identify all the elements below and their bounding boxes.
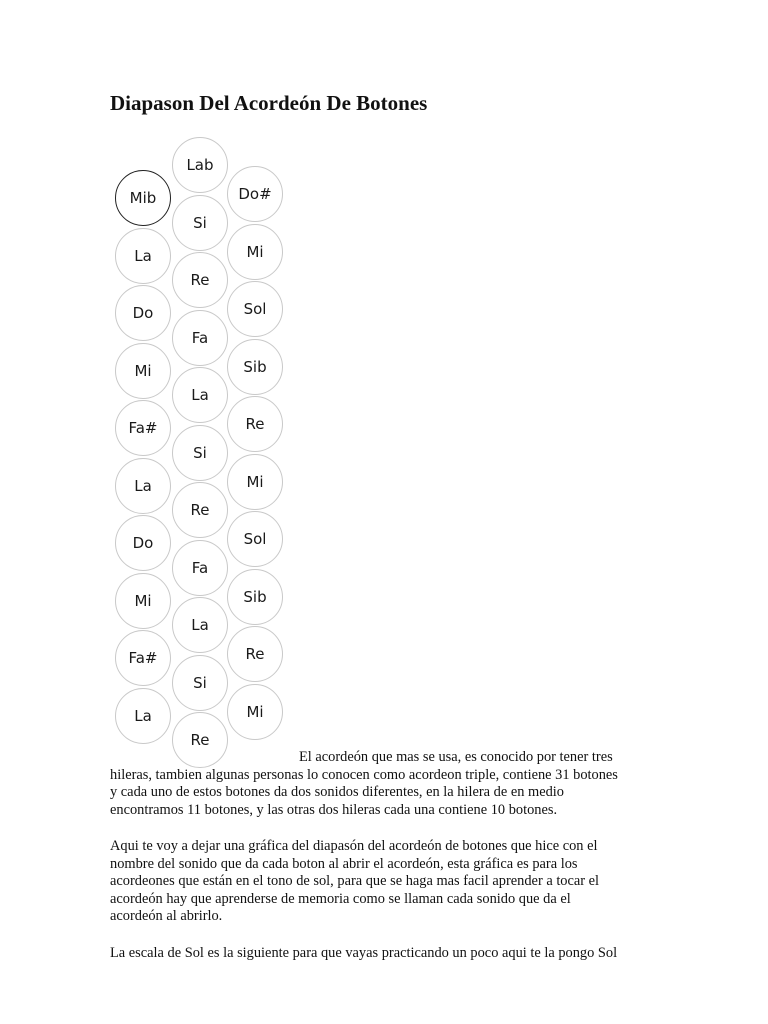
button-left-1 — [115, 170, 171, 226]
button-note-label: Sib — [243, 587, 267, 606]
button-left-2 — [115, 228, 171, 284]
button-note-label: Fa — [191, 328, 209, 347]
button-middle-9 — [172, 597, 228, 653]
button-note-label: Mi — [134, 361, 152, 380]
button-left-7 — [115, 515, 171, 571]
button-right-7 — [227, 511, 283, 567]
button-left-10 — [115, 688, 171, 744]
paragraph-line: nombre del sonido que da cada boton al abrir el acordeón, esta gráfica es para los — [110, 855, 578, 872]
button-note-label: Sib — [243, 357, 267, 376]
paragraph-line: El acordeón que mas se usa, es conocido por tener tres — [299, 749, 613, 765]
button-note-label: Si — [193, 673, 207, 692]
button-left-8 — [115, 573, 171, 629]
button-left-3 — [115, 285, 171, 341]
button-right-8 — [227, 569, 283, 625]
button-right-3 — [227, 281, 283, 337]
button-note-label: Re — [190, 731, 210, 749]
button-note-label: Mi — [246, 702, 264, 721]
button-note-label: La — [134, 476, 152, 495]
button-note-label: Re — [245, 415, 265, 433]
button-note-label: Sol — [243, 530, 267, 548]
button-left-4 — [115, 343, 171, 399]
paragraph-line: encontramos 11 botones, y las otras dos hileras cada una contiene 10 botones. — [110, 801, 558, 818]
button-note-label: Fa# — [128, 649, 158, 667]
button-note-label: Sol — [243, 300, 267, 318]
button-note-label: Mi — [134, 591, 152, 610]
button-middle-5 — [172, 367, 228, 423]
button-note-label: Re — [190, 501, 210, 519]
button-right-6 — [227, 454, 283, 510]
button-note-label: Si — [193, 213, 207, 232]
button-note-label: Do — [132, 534, 154, 552]
paragraph-chart-description — [110, 838, 670, 926]
paragraph-intro — [110, 749, 670, 819]
paragraph-line: Aqui te voy a dejar una gráfica del diapasón del acordeón de botones que hice con el — [110, 838, 598, 854]
button-middle-3 — [172, 252, 228, 308]
paragraph-line: acordeón al abrirlo. — [110, 908, 223, 925]
button-right-4 — [227, 339, 283, 395]
button-right-1 — [227, 166, 283, 222]
button-note-label: Mi — [246, 472, 264, 491]
button-left-5 — [115, 400, 171, 456]
button-note-label: Mib — [129, 189, 157, 207]
button-right-5 — [227, 396, 283, 452]
button-note-label: Do — [132, 304, 154, 322]
button-note-label: Do# — [238, 185, 272, 203]
paragraph-line: La escala de Sol es la siguiente para que vayas practicando un poco aqui te la pongo Sol — [110, 945, 618, 961]
button-middle-10 — [172, 655, 228, 711]
button-middle-6 — [172, 425, 228, 481]
button-note-label: La — [191, 616, 209, 634]
button-right-10 — [227, 684, 283, 740]
button-note-label: Mi — [246, 242, 264, 261]
button-note-label: Lab — [186, 156, 214, 174]
button-note-label: Re — [190, 271, 210, 289]
button-note-label: Fa# — [128, 419, 158, 437]
button-note-label: Re — [245, 645, 265, 663]
paragraph-scale — [110, 945, 670, 963]
paragraph-line: acordeones que están en el tono de sol, para que se haga mas facil aprender a tocar el — [110, 873, 600, 890]
button-note-label: La — [191, 386, 209, 404]
button-middle-1 — [172, 137, 228, 193]
accordion-button-diagram — [110, 140, 302, 770]
button-middle-7 — [172, 482, 228, 538]
button-right-9 — [227, 626, 283, 682]
button-left-9 — [115, 630, 171, 686]
button-note-label: Fa — [191, 558, 209, 577]
paragraph-line: hileras, tambien algunas personas lo conocen como acordeon triple, contiene 31 botones — [110, 766, 618, 783]
button-left-6 — [115, 458, 171, 514]
button-middle-4 — [172, 310, 228, 366]
paragraph-line: acordeón hay que aprenderse de memoria como se llaman cada sonido que da el — [110, 890, 571, 907]
button-middle-8 — [172, 540, 228, 596]
button-middle-2 — [172, 195, 228, 251]
button-note-label: La — [134, 706, 152, 725]
page-title: Diapason Del Acordeón De Botones — [110, 91, 428, 115]
paragraph-line: y cada uno de estos botones da dos sonidos diferentes, en la hilera de en medio — [110, 784, 564, 801]
button-note-label: La — [134, 246, 152, 265]
button-note-label: Si — [193, 443, 207, 462]
button-right-2 — [227, 224, 283, 280]
